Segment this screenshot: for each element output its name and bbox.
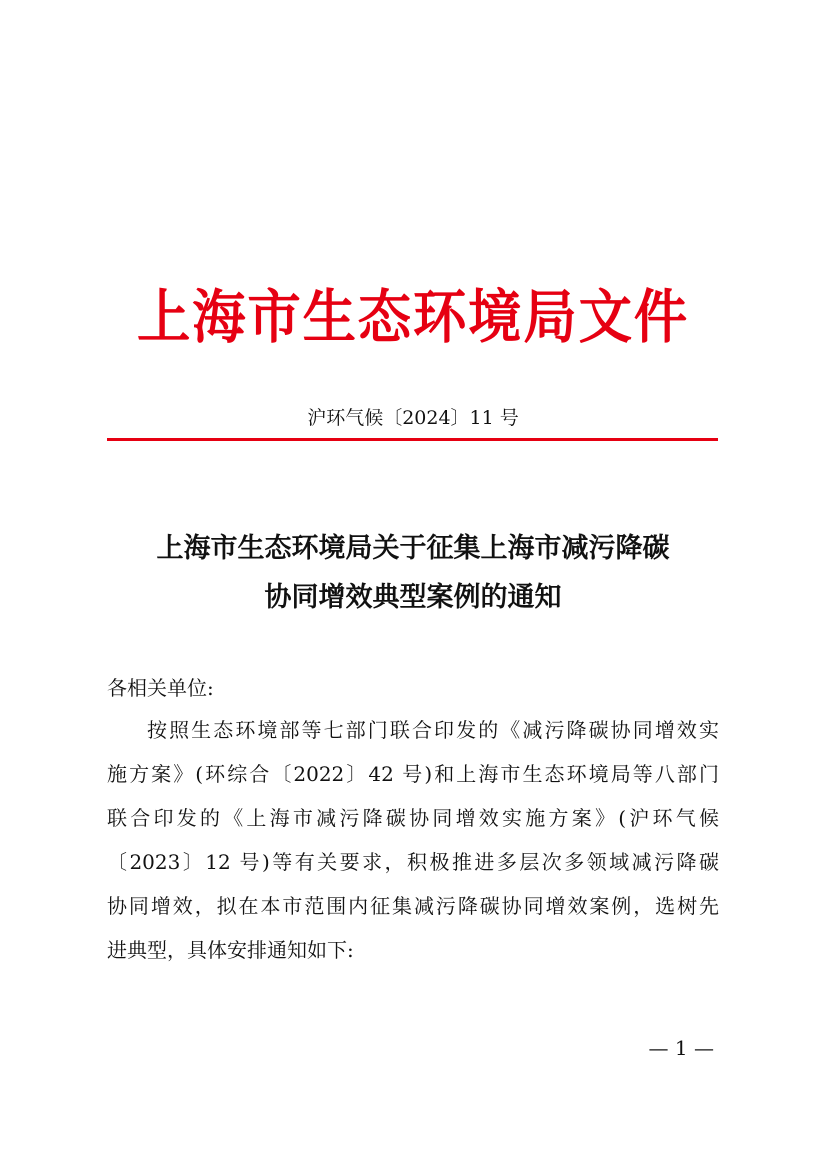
paragraph-line: 联合印发的《上海市减污降碳协同增效实施方案》(沪环气候 xyxy=(107,806,719,830)
paragraph-line: 按照生态环境部等七部门联合印发的《减污降碳协同增效实 xyxy=(147,718,719,742)
page-number: — 1 — xyxy=(648,1036,714,1060)
document-title-line-1: 上海市生态环境局关于征集上海市减污降碳 xyxy=(156,533,670,564)
paragraph-line: 〔2023〕12 号)等有关要求，积极推进多层次多领域减污降碳 xyxy=(107,850,719,874)
document-title-line-2: 协同增效典型案例的通知 xyxy=(264,582,562,613)
paragraph-line: 进典型，具体安排通知如下: xyxy=(107,938,354,962)
paragraph-line: 协同增效，拟在本市范围内征集减污降碳协同增效案例，选树先 xyxy=(107,894,719,918)
paragraph-line: 施方案》(环综合〔2022〕42 号)和上海市生态环境局等八部门 xyxy=(107,762,719,786)
document-number: 沪环气候〔2024〕11 号 xyxy=(307,407,519,429)
salutation: 各相关单位: xyxy=(107,676,214,700)
red-separator-line xyxy=(107,438,718,441)
document-masthead: 上海市生态环境局文件 xyxy=(136,283,689,351)
